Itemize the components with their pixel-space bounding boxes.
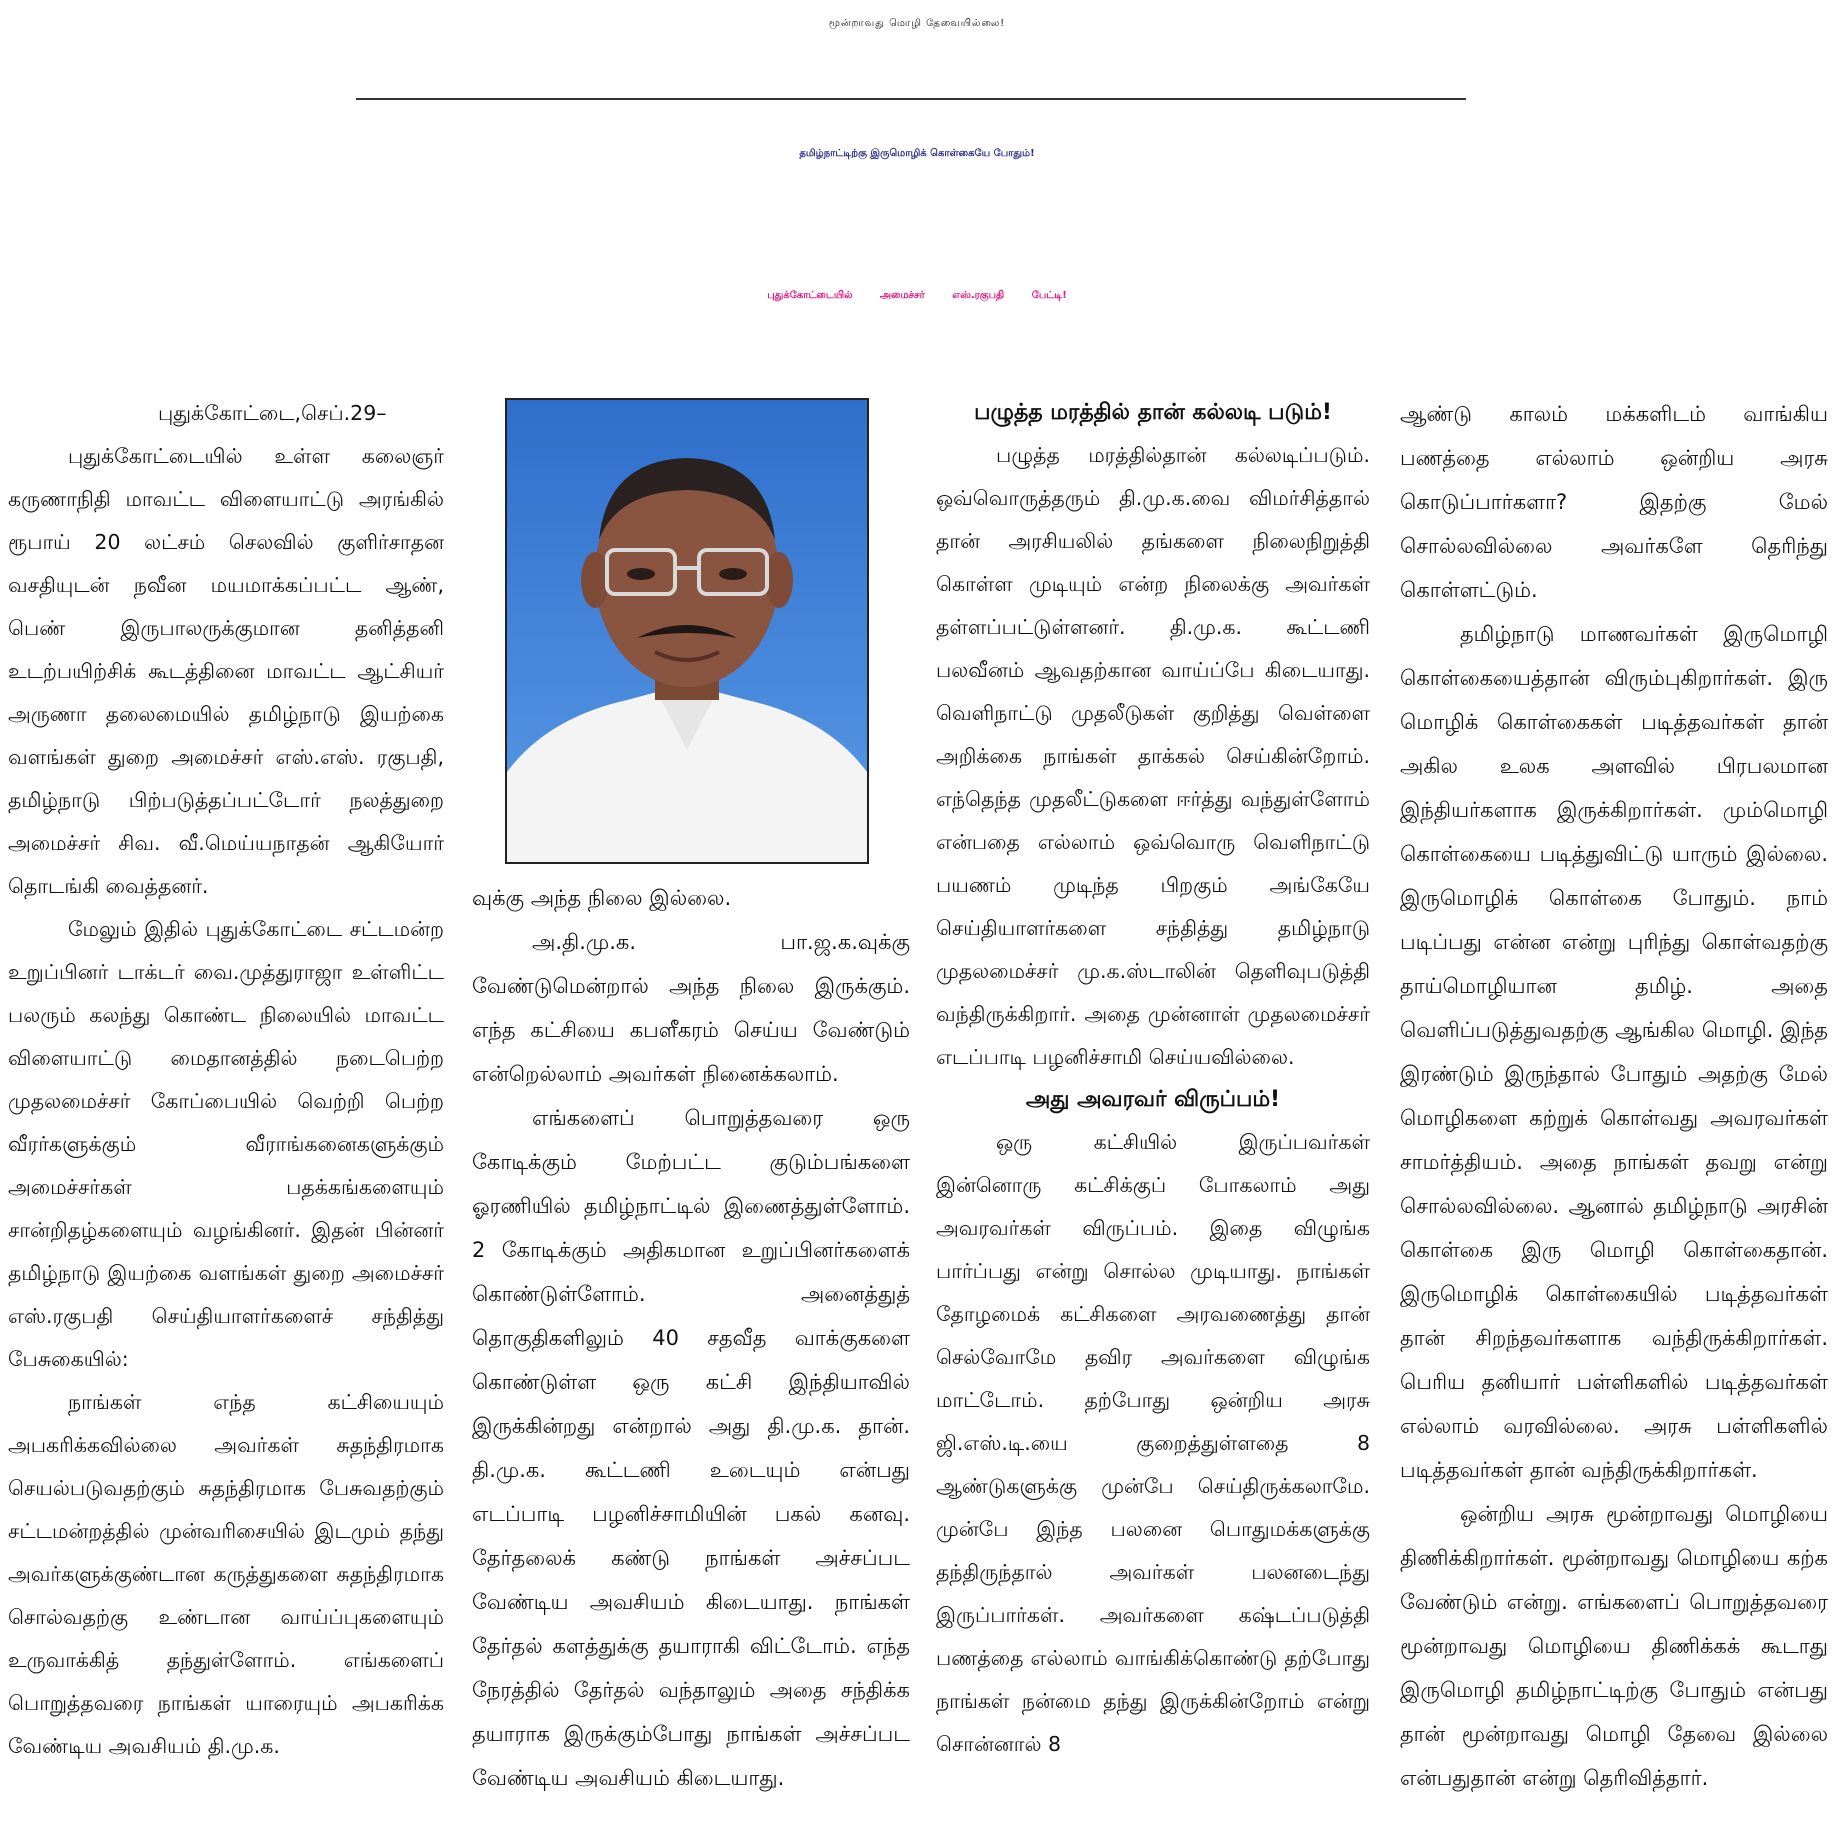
kicker-underline [356,98,1466,100]
article-paragraph: மேலும் இதில் புதுக்கோட்டை சட்டமன்ற உறுப்பினர் டாக்டர் வை.முத்துராஜா உள்ளிட்ட பலரும் கலந்து கொண்ட நிலையில் மாவட்ட விளையாட்டு மைதானத்தில் நடைபெற்ற முதலமைச்சர் கோப்பையில் வெற்றி பெற்ற வீரர்களுக்கும் வீராங்கனைகளுக்கும் அமைச்சர்கள் பதக்கங்களையும் சான்றிதழ்களையும் வழங்கினர். இதன் பின்னர் தமிழ்நாடு இயற்கை வளங்கள் துறை அமைச்சர் எஸ்.ரகுபதி செய்தியாளர்களைச் சந்தித்து பேசுகையில்: [8,917,444,1371]
article-paragraph: நாங்கள் எந்த கட்சியையும் அபகரிக்கவில்லை அவர்கள் சுதந்திரமாக செயல்படுவதற்கும் சுதந்திரமாக பேசுவதற்கும் சட்டமன்றத்தில் முன்வரிசையில் இடமும் தந்து அவர்களுக்குண்டான கருத்துகளை சுதந்திரமாக சொல்வதற்கு உண்டான வாய்ப்புகளையும் உருவாக்கித் தந்துள்ளோம். எங்களைப் பொறுத்தவரை நாங்கள் யாரையும் அபகரிக்க வேண்டிய அவசியம் தி.மு.க. [8,1390,444,1758]
minister-portrait-icon [507,400,867,862]
article-column-2 [472,876,910,1800]
article-paragraph: பழுத்த மரத்தில்தான் கல்லடிப்படும். ஒவ்வொருத்தரும் தி.மு.க.வை விமர்சித்தால் தான் அரசியலில் தங்களை நிலைநிறுத்தி கொள்ள முடியும் என்ற நிலைக்கு அவர்கள் தள்ளப்பட்டுள்ளனர். தி.மு.க. கூட்டணி பலவீனம் ஆவதற்கான வாய்ப்பே கிடையாது. வெளிநாட்டு முதலீடுகள் குறித்து வெள்ளை அறிக்கை நாங்கள் தாக்கல் செய்கின்றோம். எந்தெந்த முதலீட்டுகளை ஈர்த்து வந்துள்ளோம் என்பதை எல்லாம் ஒவ்வொரு வெளிநாட்டு பயணம் முடிந்த பிறகும் அங்கேயே செய்தியாளர்களை சந்தித்து தமிழ்நாடு முதலமைச்சர் மு.க.ஸ்டாலின் தெளிவுபடுத்தி வந்திருக்கிறார். அதை முன்னாள் முதலமைச்சர் எடப்பாடி பழனிச்சாமி செய்யவில்லை. [936,443,1370,1069]
article-paragraph: ஆண்டு காலம் மக்களிடம் வாங்கிய பணத்தை எல்லாம் ஒன்றிய அரசு கொடுப்பார்களா? இதற்கு மேல் சொல்லவில்லை அவர்களே தெரிந்து கொள்ளட்டும். [1400,402,1828,602]
article-paragraph: ஒன்றிய அரசு மூன்றாவது மொழியை திணிக்கிறார்கள். மூன்றாவது மொழியை கற்க வேண்டும் என்று. எங்களைப் பொறுத்தவரை மூன்றாவது மொழியை திணிக்கக் கூடாது இருமொழி தமிழ்நாட்டிற்கு போதும் என்பது தான் மூன்றாவது மொழி தேவை இல்லை என்பதுதான் என்று தெரிவித்தார். [1400,1502,1828,1790]
section-heading: பழுத்த மரத்தில் தான் கல்லடி படும்! [974,400,1332,425]
article-paragraph: வுக்கு அந்த நிலை இல்லை. [472,886,732,910]
section-heading: அது அவரவர் விருப்பம்! [1025,1087,1281,1112]
minister-portrait-photo [505,398,869,864]
sub-headline: புதுக்கோட்டையில் அமைச்சர் எஸ்.ரகுபதி பேட்டி! [767,290,1067,301]
main-headline: தமிழ்நாட்டிற்கு இருமொழிக் கொள்கையே போதும்! [799,148,1035,159]
kicker-headline: மூன்றாவது மொழி தேவையில்லை! [828,18,1006,29]
article-column-1 [8,392,444,1768]
dateline: புதுக்கோட்டை,செப்.29– [158,401,387,425]
article-column-4 [1400,392,1828,1800]
article-paragraph: தமிழ்நாடு மாணவர்கள் இருமொழி கொள்கையைத்தான் விரும்புகிறார்கள். இரு மொழிக் கொள்கைகள் படித்தவர்கள் தான் அகில உலக அளவில் பிரபலமான இந்தியர்களாக இருக்கிறார்கள். மும்மொழி கொள்கையை படித்துவிட்டு யாரும் இல்லை. இருமொழிக் கொள்கை போதும். நாம் படிப்பது என்ன என்று புரிந்து கொள்வதற்கு தாய்மொழியான தமிழ். அதை வெளிப்படுத்துவதற்கு ஆங்கில மொழி. இந்த இரண்டும் இருந்தால் போதும் அதற்கு மேல் மொழிகளை கற்றுக் கொள்வது அவரவர்கள் சாமர்த்தியம். அதை நாங்கள் தவறு என்று சொல்லவில்லை. ஆனால் தமிழ்நாடு அரசின் கொள்கை இரு மொழி கொள்கைதான். இருமொழிக் கொள்கையில் படித்தவர்கள் தான் சிறந்தவர்களாக வந்திருக்கிறார்கள். பெரிய தனியார் பள்ளிகளில் படித்தவர்கள் எல்லாம் வரவில்லை. அரசு பள்ளிகளில் படித்தவர்கள் தான் வந்திருக்கிறார்கள். [1400,622,1828,1482]
article-paragraph: ஒரு கட்சியில் இருப்பவர்கள் இன்னொரு கட்சிக்குப் போகலாம் அது அவரவர்கள் விருப்பம். இதை விழுங்க பார்ப்பது என்று சொல்ல முடியாது. நாங்கள் தோழமைக் கட்சிகளை அரவணைத்து தான் செல்வோமே தவிர அவர்களை விழுங்க மாட்டோம். தற்போது ஒன்றிய அரசு ஜி.எஸ்.டி.யை குறைத்துள்ளதை 8 ஆண்டுகளுக்கு முன்பே செய்திருக்கலாமே. முன்பே இந்த பலனை பொதுமக்களுக்கு தந்திருந்தால் அவர்கள் பலனடைந்து இருப்பார்கள். அவர்களை கஷ்டப்படுத்தி பணத்தை எல்லாம் வாங்கிக்கொண்டு தற்போது நாங்கள் நன்மை தந்து இருக்கின்றோம் என்று சொன்னால் 8 [936,1130,1370,1756]
article-paragraph: அ.தி.மு.க. பா.ஜ.க.வுக்கு வேண்டுமென்றால் அந்த நிலை இருக்கும். எந்த கட்சியை கபளீகரம் செய்ய வேண்டும் என்றெல்லாம் அவர்கள் நினைக்கலாம். [472,930,910,1086]
article-paragraph: புதுக்கோட்டையில் உள்ள கலைஞர் கருணாநிதி மாவட்ட விளையாட்டு அரங்கில் ரூபாய் 20 லட்சம் செலவில் குளிர்சாதன வசதியுடன் நவீன மயமாக்கப்பட்ட ஆண், பெண் இருபாலருக்குமான தனித்தனி உடற்பயிற்சிக் கூடத்தினை மாவட்ட ஆட்சியர் அருணா தலைமையில் தமிழ்நாடு இயற்கை வளங்கள் துறை அமைச்சர் எஸ்.எஸ். ரகுபதி, தமிழ்நாடு பிற்படுத்தப்பட்டோர் நலத்துறை அமைச்சர் சிவ. வீ.மெய்யநாதன் ஆகியோர் தொடங்கி வைத்தனர். [8,444,444,898]
article-paragraph: எங்களைப் பொறுத்தவரை ஒரு கோடிக்கும் மேற்பட்ட குடும்பங்களை ஓரணியில் தமிழ்நாட்டில் இணைத்துள்ளோம். 2 கோடிக்கும் அதிகமான உறுப்பினர்களைக் கொண்டுள்ளோம். அனைத்துத் தொகுதிகளிலும் 40 சதவீத வாக்குகளை கொண்டுள்ள ஒரு கட்சி இந்தியாவில் இருக்கின்றது என்றால் அது தி.மு.க. தான். தி.மு.க. கூட்டணி உடையும் என்பது எடப்பாடி பழனிச்சாமியின் பகல் கனவு. தேர்தலைக் கண்டு நாங்கள் அச்சப்பட வேண்டிய அவசியம் கிடையாது. நாங்கள் தேர்தல் களத்துக்கு தயாராகி விட்டோம். எந்த நேரத்தில் தேர்தல் வந்தாலும் அதை சந்திக்க தயாராக இருக்கும்போது நாங்கள் அச்சப்பட வேண்டிய அவசியம் கிடையாது. [472,1106,910,1790]
article-column-3 [936,392,1370,1766]
